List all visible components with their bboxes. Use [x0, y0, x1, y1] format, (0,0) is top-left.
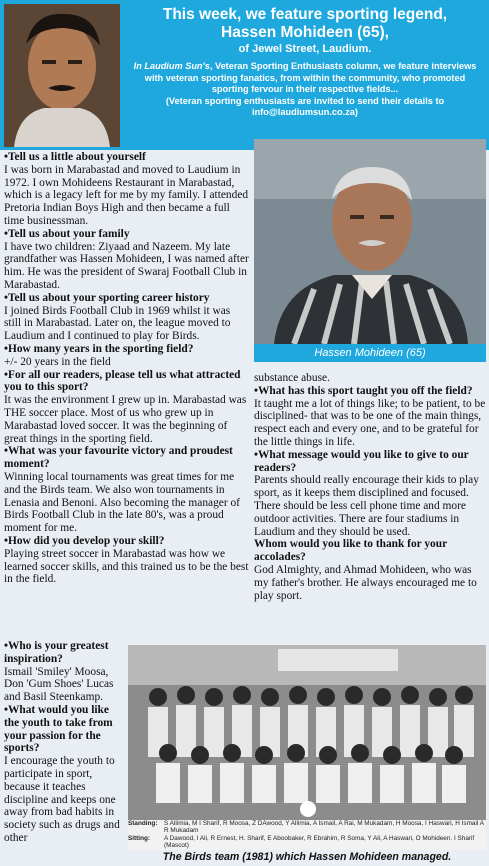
hassen-mohideen-photo	[254, 139, 486, 344]
answer-about-yourself: I was born in Marabastad and moved to Laudium in 1972. I own Mohideens Restaurant in Marabastad, which is a legacy left for me by my family. I attended Pretoria Indian Boys High and then became a full time businessman.	[4, 163, 249, 227]
answer-years: +/- 20 years in the field	[4, 355, 111, 368]
header-name: Hassen Mohideen (65),	[221, 24, 389, 41]
column-description: , Veteran Sporting Enthusiasts column, we feature interviews with veteran sporting fanatics, from within the community, who promoted sporting fervour in their respective fields...	[144, 61, 477, 95]
standing-label: Standing:	[128, 820, 158, 827]
header-address: of Jewel Street, Laudium.	[238, 43, 372, 55]
interview-column-right	[254, 372, 486, 602]
sitting-label: Sitting:	[128, 834, 151, 842]
question-youth: •What would you like the youth to take from your passion for the sports?	[4, 703, 113, 755]
answer-skill: Playing street soccer in Marabastad was how we learned soccer skills, and this trained us to be the best in the field.	[4, 547, 249, 586]
question-thanks: Whom would you like to thank for your accolades?	[254, 538, 447, 564]
publication-name: In Laudium Sun's	[133, 61, 210, 71]
answer-inspiration: Ismail 'Smiley' Moosa, Don 'Gum Shoes' Lucas and Basil Steenkamp.	[4, 665, 114, 704]
answer-message: Parents should really encourage their kids to play sport, as it keeps them disciplined and focused. There should be less cell phone time and more outdoor activities. There are four stadiums in Laudium and they should be used.	[254, 474, 479, 538]
question-attraction: •For all our readers, please tell us what attracted you to this sport?	[4, 368, 241, 394]
sitting-names: A Dawood, I Ali, R Ernest, H. Sharif, E Aboobaker, R Ebrahim, R Soma, Y Ali, A Haswari, O Mohideen. I Sharif (Mascot)	[164, 834, 475, 849]
question-message: •What message would you like to give to our readers?	[254, 448, 469, 474]
birds-team-photo	[128, 645, 486, 820]
team-photo-caption: The Birds team (1981) which Hassen Mohideen managed.	[162, 851, 452, 863]
question-about-yourself: •Tell us a little about yourself	[4, 151, 146, 163]
answer-attraction: It was the environment I grew up in. Marabastad was THE soccer place. Most of us who grew up in Marabastad loved soccer. It was the beginning of great things in the sporting field.	[4, 394, 247, 445]
question-off-field: •What has this sport taught you off the field?	[254, 384, 473, 397]
question-inspiration: •Who is your greatest inspiration?	[4, 640, 109, 665]
answer-career-history: I joined Birds Football Club in 1969 whilst it was still in Marabastad. Later on, the league moved to Laudium and I continued to play for Birds.	[4, 304, 231, 343]
team-names-list	[128, 820, 486, 850]
answer-thanks: God Almighty, and Ahmad Mohideen, who was my father's brother. He always encouraged me to play sport.	[254, 563, 477, 602]
photo-caption: Hassen Mohideen (65)	[254, 344, 486, 362]
header-title: This week, we feature sporting legend,	[162, 6, 448, 23]
feature-header	[0, 0, 489, 150]
answer-youth: I encourage the youth to participate in sport, because it teaches discipline and keeps one away from bad habits in society such as drugs and other	[4, 755, 120, 844]
header-description	[126, 61, 484, 96]
interview-column-narrow	[4, 640, 126, 845]
question-years: •How many years in the sporting field?	[4, 342, 194, 355]
answer-family: I have two children: Ziyaad and Nazeem. My late grandfather was Hassen Mohideen, I was named after him. He was the president of Swaraj Football Club in Marabastad.	[4, 240, 249, 291]
question-career-history: •Tell us about your sporting career history	[4, 291, 210, 304]
answer-off-field: It taught me a lot of things like; to be patient, to be disciplined- that was to be one of the main things, respect each and every one, and to be grateful for the little things in life.	[254, 397, 486, 448]
answer-victory: Winning local tournaments was great times for me and the Birds team. We also won tournaments in Lenasia and Benoni. Also becoming the manager of Birds Football Club in the late 80's, was a proud moment for me.	[4, 470, 240, 535]
standing-names: S Allimia, M I Sharif, R Moosa, Z DAwood, Y Allimia, A Ismail, A Rai, M Mukadam, H Moosa, I Haswari, H Ismail A R Mukadam	[164, 820, 484, 835]
question-skill: •How did you develop your skill?	[4, 534, 165, 547]
question-family: •Tell us about your family	[4, 227, 130, 240]
header-portrait-photo	[4, 4, 120, 147]
question-victory: •What was your favourite victory and proudest moment?	[4, 445, 233, 471]
interview-column-left	[4, 151, 250, 586]
header-invitation: (Veteran sporting enthusiasts are invited to send their details to info@laudiumsun.co.za)	[165, 95, 445, 118]
answer-youth-continued: substance abuse.	[254, 372, 330, 384]
